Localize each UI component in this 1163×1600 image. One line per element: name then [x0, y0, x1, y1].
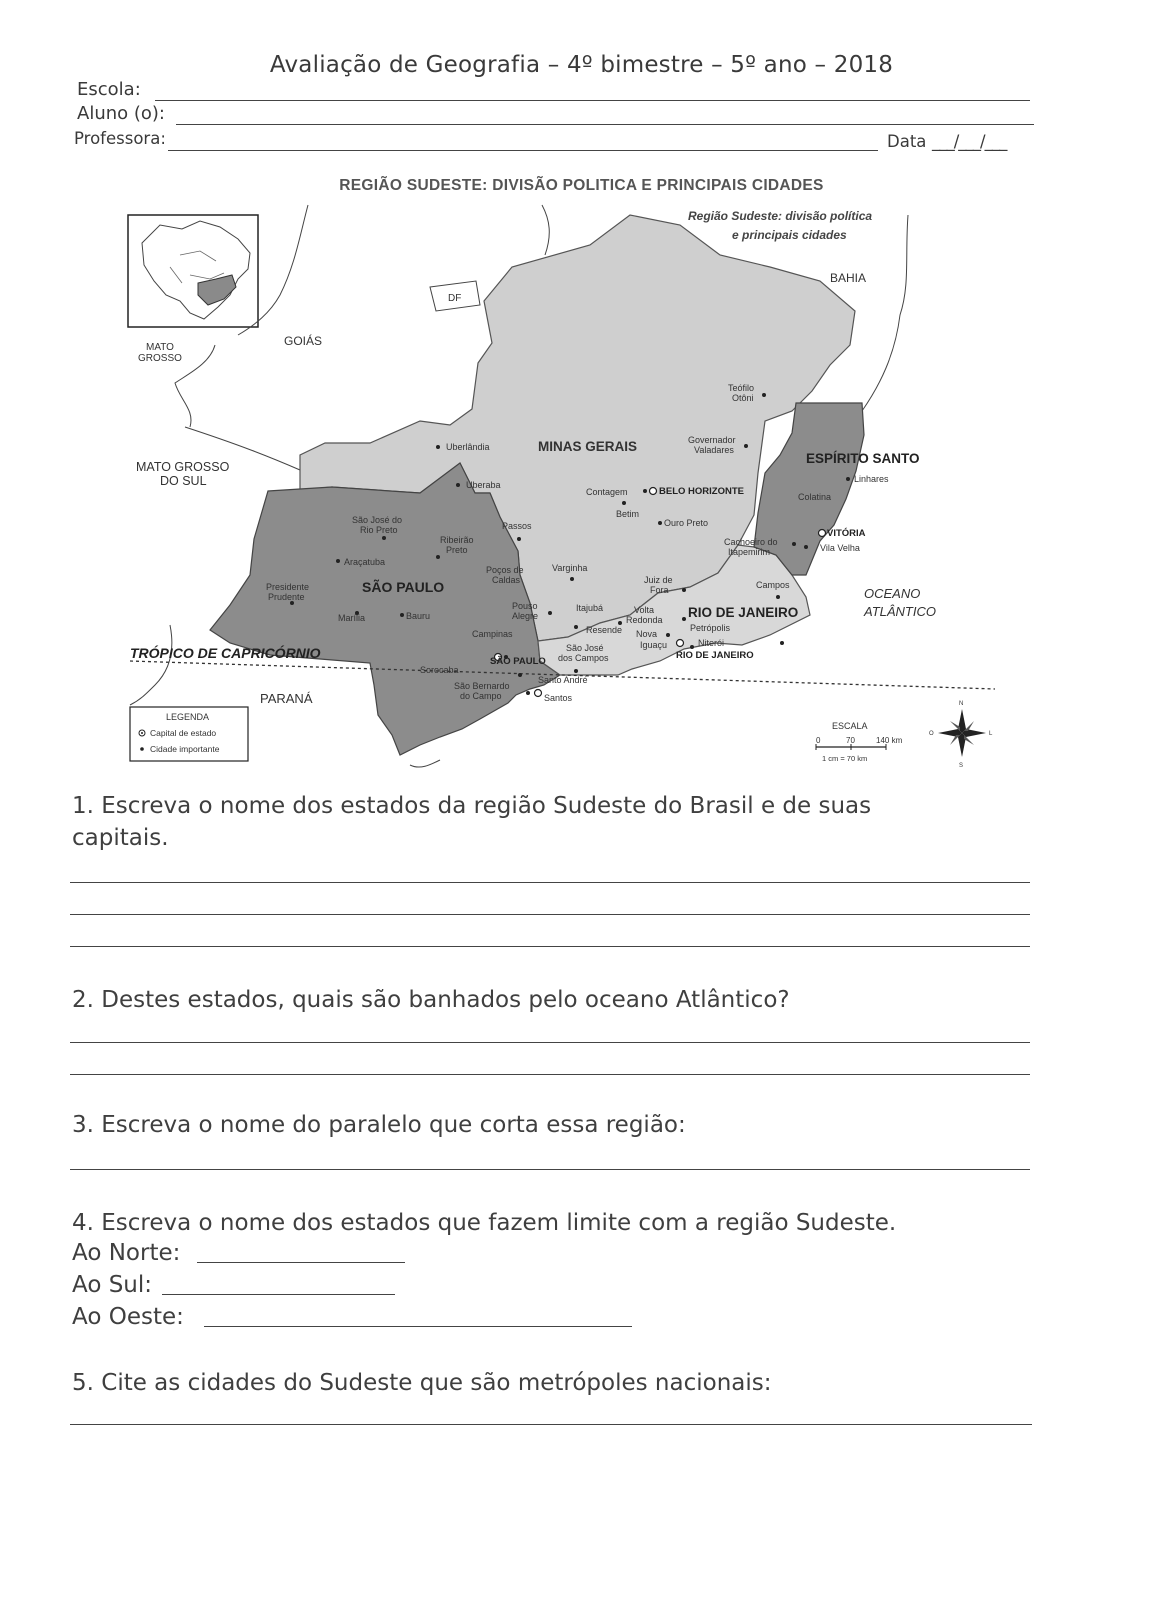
compass-rose-icon [929, 701, 993, 769]
city-sbc-2: do Campo [460, 691, 502, 701]
city-sjrp-2: Rio Preto [360, 525, 398, 535]
city-campinas: Campinas [472, 629, 513, 639]
sao-paulo-label: SÃO PAULO [362, 579, 445, 595]
city-itajuba: Itajubá [576, 603, 604, 613]
espirito-santo-label: ESPÍRITO SANTO [806, 451, 920, 466]
city-pouso-1: Pouso [512, 601, 538, 611]
city-sjc-2: dos Campos [558, 653, 609, 663]
q4-norte-field[interactable] [197, 1262, 405, 1263]
answer-line-1a[interactable] [70, 882, 1030, 883]
scale-title: ESCALA [832, 721, 868, 731]
city-nova-iguacu-1: Nova [636, 629, 658, 639]
scale-tick-0: 0 [816, 736, 821, 745]
city-resende: Resende [586, 625, 623, 635]
escola-label: Escola: [77, 79, 141, 100]
scale-tick-2: 140 km [876, 736, 903, 745]
southeast-region-map [120, 195, 1000, 775]
legend-capital: Capital de estado [150, 728, 217, 738]
answer-line-1c[interactable] [70, 946, 1030, 947]
rio-capital-label: RIO DE JANEIRO [676, 650, 754, 661]
city-sbc-1: São Bernardo [454, 681, 510, 691]
city-sjrp-1: São José do [352, 515, 403, 525]
city-ouro-preto: Ouro Preto [664, 518, 709, 528]
inner-title-1: Região Sudeste: divisão política [688, 209, 873, 223]
parana-label: PARANÁ [260, 691, 313, 706]
bahia-label: BAHIA [830, 271, 867, 285]
city-juiz-1: Juiz de [644, 575, 673, 585]
question-1-line-2: capitais. [72, 825, 169, 851]
city-ribeirao-2: Preto [446, 545, 468, 555]
sao-paulo-capital-label: SÃO PAULO [490, 656, 546, 667]
map-scale [816, 721, 903, 763]
city-petropolis: Petrópolis [690, 623, 731, 633]
map-legend [130, 707, 248, 761]
answer-line-1b[interactable] [70, 914, 1030, 915]
tropic-label: TRÓPICO DE CAPRICÓRNIO [130, 645, 321, 661]
city-santos: Santos [544, 693, 573, 703]
city-volta-1: Volta [634, 605, 655, 615]
city-bauru: Bauru [406, 611, 431, 621]
city-uberlandia: Uberlândia [446, 442, 490, 452]
q4-sul-label: Ao Sul: [72, 1272, 153, 1298]
map-heading: REGIÃO SUDESTE: DIVISÃO POLITICA E PRINCIPAIS CIDADES [339, 177, 824, 194]
city-cachoeiro-1: Cachoeiro do [724, 537, 778, 547]
legend-title: LEGENDA [166, 712, 210, 722]
vitoria-label: VITÓRIA [827, 528, 866, 539]
q4-oeste-label: Ao Oeste: [72, 1304, 184, 1330]
city-marilia: Marília [338, 613, 366, 623]
answer-line-3[interactable] [70, 1169, 1030, 1170]
answer-line-2b[interactable] [70, 1074, 1030, 1075]
q4-sul-field[interactable] [162, 1294, 395, 1295]
compass-o: O [929, 731, 934, 737]
belo-horizonte-label: BELO HORIZONTE [659, 486, 744, 497]
city-aracatuba: Araçatuba [344, 557, 386, 567]
brazil-inset-map [128, 215, 258, 327]
question-4: 4. Escreva o nome dos estados que fazem limite com a região Sudeste. [72, 1210, 897, 1236]
minas-gerais-label: MINAS GERAIS [538, 439, 638, 454]
city-sjc-1: São José [566, 643, 604, 653]
goias-label: GOIÁS [284, 334, 323, 348]
city-pocos-2: Caldas [492, 575, 521, 585]
mato-grosso-label-1: MATO [146, 342, 174, 353]
aluno-field[interactable] [176, 124, 1034, 125]
exam-title: Avaliação de Geografia – 4º bimestre – 5º ano – 2018 [269, 52, 894, 78]
city-pouso-2: Alegre [512, 611, 539, 621]
ocean-label-1: OCEANO [864, 586, 921, 601]
data-label: Data [887, 132, 927, 151]
inner-title-2: e principais cidades [732, 228, 847, 242]
rio-de-janeiro-label: RIO DE JANEIRO [688, 605, 799, 620]
city-teofilo-1: Teófilo [728, 383, 755, 393]
city-uberaba: Uberaba [466, 480, 501, 490]
city-passos: Passos [502, 521, 532, 531]
city-volta-2: Redonda [626, 615, 663, 625]
aluno-label: Aluno (o): [77, 103, 165, 124]
professora-field[interactable] [168, 150, 878, 151]
ms-label-2: DO SUL [160, 474, 207, 488]
city-cachoeiro-2: Itapemirim [728, 547, 771, 557]
ms-label-1: MATO GROSSO [136, 460, 230, 474]
professora-label: Professora: [74, 129, 166, 148]
city-ribeirao-1: Ribeirão [440, 535, 474, 545]
mato-grosso-label-2: GROSSO [138, 353, 182, 364]
scale-ratio: 1 cm = 70 km [822, 754, 868, 763]
question-1-line-1: 1. Escreva o nome dos estados da região Sudeste do Brasil e de suas [72, 793, 872, 819]
city-pp-1: Presidente [266, 582, 310, 592]
city-vila-velha: Vila Velha [820, 543, 860, 553]
city-santo-andre: Santo André [538, 675, 588, 685]
escola-field[interactable] [155, 100, 1030, 101]
city-varginha: Varginha [552, 563, 588, 573]
city-colatina: Colatina [798, 492, 832, 502]
city-niteroi: Niterói [698, 638, 725, 648]
question-3: 3. Escreva o nome do paralelo que corta essa região: [72, 1112, 686, 1138]
q4-norte-label: Ao Norte: [72, 1240, 181, 1266]
df-box [430, 281, 480, 311]
city-governador-2: Valadares [694, 445, 734, 455]
answer-line-2a[interactable] [70, 1042, 1030, 1043]
legend-city: Cidade importante [150, 744, 220, 754]
compass-n: N [959, 701, 964, 707]
city-linhares: Linhares [854, 474, 889, 484]
city-juiz-2: Fora [650, 585, 669, 595]
ocean-label-2: ATLÂNTICO [864, 604, 936, 619]
city-pp-2: Prudente [268, 592, 305, 602]
question-2: 2. Destes estados, quais são banhados pelo oceano Atlântico? [72, 987, 790, 1013]
city-pocos-1: Poços de [486, 565, 524, 575]
city-contagem: Contagem [586, 487, 628, 497]
q4-oeste-field[interactable] [204, 1326, 632, 1327]
question-5: 5. Cite as cidades do Sudeste que são metrópoles nacionais: [72, 1370, 772, 1396]
df-label: DF [448, 293, 462, 304]
answer-line-5[interactable] [70, 1424, 1032, 1425]
compass-s: S [959, 763, 964, 769]
compass-l: L [989, 731, 993, 737]
city-betim: Betim [616, 509, 640, 519]
city-nova-iguacu-2: Iguaçu [640, 640, 668, 650]
city-sorocaba: Sorocaba [420, 665, 459, 675]
scale-tick-1: 70 [846, 736, 855, 745]
city-teofilo-2: Otôni [732, 393, 754, 403]
city-governador-1: Governador [688, 435, 736, 445]
city-campos: Campos [756, 580, 790, 590]
data-field[interactable]: ___/___/___ [932, 132, 1007, 151]
